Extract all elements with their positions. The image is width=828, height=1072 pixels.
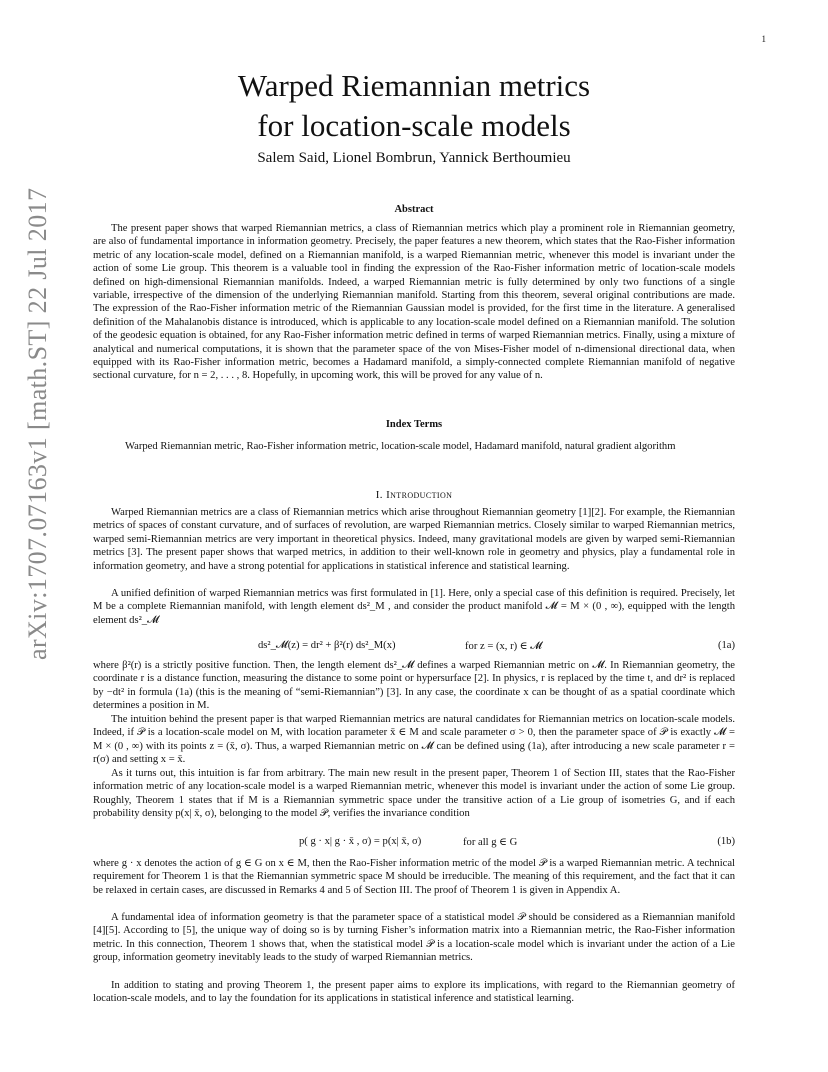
arxiv-identifier-stamp[interactable]: arXiv:1707.07163v1 [math.ST] 22 Jul 2017 bbox=[23, 187, 52, 660]
paper-title-line-2: for location-scale models bbox=[257, 108, 571, 143]
intro-paragraph-2: A unified definition of warped Riemannian metrics was first formulated in [1]. Here, only a special case of this definition is required. Precisely, let M be a complete Riemannian manifold, with length element ds²_M , and consider the product manifold 𝓜 = M × (0 , ∞), equipped with the length element ds²_𝓜 bbox=[93, 588, 735, 626]
index-terms-text: Warped Riemannian metric, Rao-Fisher information metric, location-scale model, Hadamard manifold, natural gradient algorithm bbox=[125, 441, 676, 452]
equation-1b-condition: for all g ∈ G bbox=[463, 837, 518, 848]
page-number: 1 bbox=[761, 34, 766, 44]
intro-paragraph-4: The intuition behind the present paper is that warped Riemannian metrics are natural candidates for Riemannian metrics on location-scale models. Indeed, if 𝒫 is a location-scale model on M, with location parameter x̄ ∈ M and scale parameter σ > 0, then the parameter space of 𝒫 is exactly 𝓜 = M × (0 , ∞) with its points z = (x̄, σ). Thus, a warped Riemannian metric on 𝓜 can be defined using (1a), after introducing a new scale parameter r = r(σ) and setting x = x̄. bbox=[93, 714, 735, 766]
index-terms-heading: Index Terms bbox=[385, 419, 443, 430]
equation-1a bbox=[93, 640, 735, 654]
equation-1b-formula: p( g · x| g · x̄ , σ) = p(x| x̄, σ) bbox=[299, 836, 422, 847]
equation-1a-condition: for z = (x, r) ∈ 𝓜 bbox=[465, 641, 543, 652]
author-list: Salem Said, Lionel Bombrun, Yannick Berthoumieu bbox=[257, 150, 571, 166]
abstract-text: The present paper shows that warped Riemannian metrics, a class of Riemannian metrics which play a prominent role in Riemannian geometry, are also of fundamental importance in information geometry. Precisely, the paper features a new theorem, which states that the Rao-Fisher information metric of any location-scale model, defined on a Riemannian manifold, is a warped Riemannian metric, whenever this model is invariant under the action of some Lie group. This theorem is a valuable tool in finding the expression of the Rao-Fisher information metric of location-scale models defined on high-dimensional Riemannian manifolds. Indeed, a warped Riemannian metric is fully determined by only two functions of a single variable, irrespective of the dimension of the underlying Riemannian manifold. Starting from this theorem, several original contributions are made. The expression of the Rao-Fisher information metric of the Riemannian Gaussian model is provided, for the first time in the literature. A generalised definition of the Mahalanobis distance is introduced, which is applicable to any location-scale model defined on a Riemannian manifold. The solution of the geodesic equation is obtained, for any Rao-Fisher information metric defined in terms of warped Riemannian metrics. Finally, using a mixture of analytical and numerical computations, it is shown that the parameter space of the von Mises-Fisher model of n-dimensional directional data, when equipped with its Rao-Fisher information metric, becomes a Hadamard manifold, a simply-connected complete Riemannian manifold of negative sectional curvature, for n = 2, . . . , 8. Hopefully, in upcoming work, this will be proved for any value of n. bbox=[93, 223, 735, 382]
section-number: I. bbox=[375, 489, 383, 501]
intro-paragraph-7: A fundamental idea of information geometry is that the parameter space of a statistical model 𝒫 should be considered as a Riemannian manifold [4][5]. According to [5], the unique way of doing so is by turning Fisher’s information matrix into a Riemannian metric, the Rao-Fisher information metric. In this connection, Theorem 1 shows that, when the statistical model 𝒫 is a location-scale model which is invariant under the action of a Lie group, information geometry inevitably leads to the study of warped Riemannian metrics. bbox=[93, 912, 735, 964]
intro-paragraph-3: where β²(r) is a strictly positive function. Then, the length element ds²_𝓜 defines a warped Riemannian metric on 𝓜. In Riemannian geometry, the coordinate r is a distance function, measuring the distance to some point or hypersurface [2]. In physics, r is replaced by the time t, and dr² is replaced by −dt² in formula (1a) (this is the meaning of “semi-Riemannian”) [3]. In any case, the coordinate x can be thought of as a spatial coordinate which determines a position in M. bbox=[93, 660, 735, 712]
abstract-heading: Abstract bbox=[394, 204, 434, 215]
paper-title-line-1: Warped Riemannian metrics bbox=[237, 68, 591, 103]
equation-1b bbox=[93, 836, 735, 850]
section-title: Introduction bbox=[386, 489, 453, 501]
equation-1a-tag: (1a) bbox=[717, 640, 735, 651]
intro-paragraph-8: In addition to stating and proving Theorem 1, the present paper aims to explore its implications, with regard to the Riemannian geometry of location-scale models, and to lay the foundation for its applications in statistical inference and statistical learning. bbox=[93, 980, 735, 1005]
intro-paragraph-1: Warped Riemannian metrics are a class of Riemannian metrics which arise throughout Riemannian geometry [1][2]. For example, the Riemannian metrics of spaces of constant curvature, and of surfaces of revolution, are warped Riemannian metrics. Closely similar to warped Riemannian metrics, warped semi-Riemannian metrics are very important in theoretical physics. Indeed, many gravitational models are given by warped semi-Riemannian metrics [3]. The present paper shows that warped metrics, in addition to their well-known role in geometry and physics, play a fundamental role in information geometry, and have a strong potential for applications in statistical inference and statistical learning. bbox=[93, 507, 735, 572]
paper-title bbox=[0, 66, 828, 146]
intro-paragraph-5: As it turns out, this intuition is far from arbitrary. The main new result in the present paper, Theorem 1 of Section III, states that the Rao-Fisher information metric of any location-scale model is a warped Riemannian metric, whenever this model is invariant under the action of some Lie group. Roughly, Theorem 1 states that if M is a Riemannian symmetric space under the transitive action of a Lie group of isometries G, and if each probability density p(x| x̄, σ), belonging to the model 𝒫, verifies the invariance condition bbox=[93, 768, 735, 820]
section-heading-introduction bbox=[0, 489, 828, 501]
intro-paragraph-6: where g · x denotes the action of g ∈ G on x ∈ M, then the Rao-Fisher information metric of the model 𝒫 is a warped Riemannian metric. A technical requirement for Theorem 1 is that the Riemannian symmetric space M should be irreducible. The meaning of this requirement, and the fact that it can be relaxed in certain cases, are discussed in Remarks 4 and 5 of Section III. The proof of Theorem 1 is given in Appendix A. bbox=[93, 858, 735, 896]
equation-1a-formula: ds²_𝓜(z) = dr² + β²(r) ds²_M(x) bbox=[258, 640, 396, 651]
equation-1b-tag: (1b) bbox=[717, 836, 735, 847]
